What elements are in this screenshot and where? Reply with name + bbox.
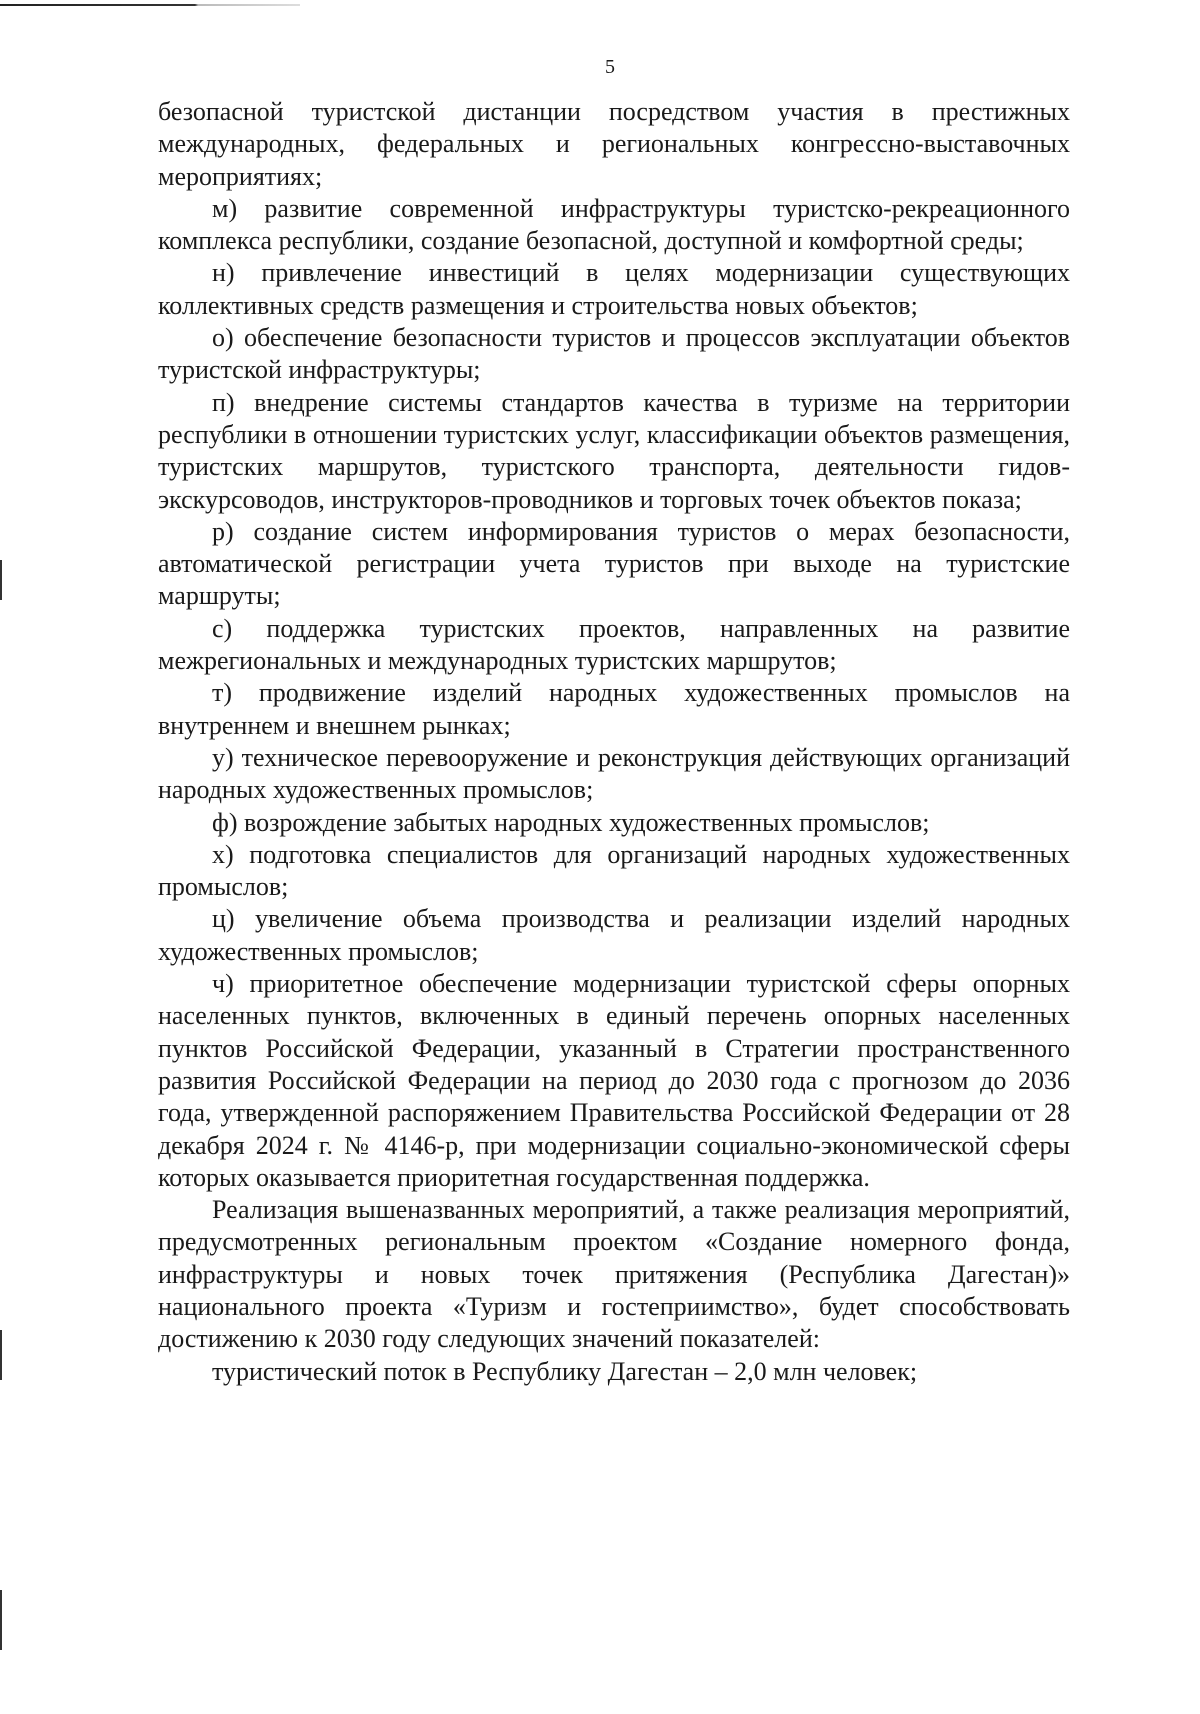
paragraph: т) продвижение изделий народных художественных промыслов на внутреннем и внешнем рынках; <box>158 678 1070 740</box>
paragraph: ц) увеличение объема производства и реализации изделий народных художественных промыслов; <box>158 904 1070 966</box>
paragraph: х) подготовка специалистов для организаций народных художественных промыслов; <box>158 839 1070 902</box>
scan-edge-mark <box>0 1330 2 1380</box>
paragraph: у) техническое перевооружение и реконструкция действующих организаций народных художественных промыслов; <box>158 742 1070 805</box>
paragraph: ф) возрождение забытых народных художественных промыслов; <box>212 807 930 837</box>
paragraph: ч) приоритетное обеспечение модернизации туристской сферы опорных населенных пунктов, включенных в единый перечень опорных населенных пунктов Российской Федерации, указанный в Стратегии пространственного развития Российской Федерации на период до 2030 года с прогнозом до 2036 года, утвержденной распоряжением Правительства Российской Федерации от 28 декабря 2024 г. № 4146-р, при модернизации социально-экономической сферы которых оказывается приоритетная государственная поддержка. <box>158 969 1070 1192</box>
paragraph: п) внедрение системы стандартов качества в туризме на территории республики в отношении туристских услуг, классификации объектов размещения, туристских маршрутов, туристского транспорта, деятельности гидов-экскурсоводов, инструкторов-проводников и торговых точек объектов показа; <box>158 387 1070 514</box>
paragraph: с) поддержка туристских проектов, направленных на развитие межрегиональных и международных туристских маршрутов; <box>158 613 1070 676</box>
paragraph: р) создание систем информирования туристов о мерах безопасности, автоматической регистрации учета туристов при выходе на туристские маршруты; <box>158 516 1070 611</box>
paragraph: м) развитие современной инфраструктуры туристско-рекреационного комплекса республики, создание безопасной, доступной и комфортной среды; <box>158 193 1070 256</box>
scan-edge-mark <box>0 1590 2 1650</box>
paragraph: безопасной туристской дистанции посредством участия в престижных международных, федеральных и региональных конгрессно-выставочных мероприятиях; <box>158 97 1070 191</box>
paragraph: Реализация вышеназванных мероприятий, а также реализация мероприятий, предусмотренных региональным проектом «Создание номерного фонда, инфраструктуры и новых точек притяжения (Республика Дагестан)» национального проекта «Туризм и гостеприимство», будет способствовать достижению к 2030 году следующих значений показателей: <box>158 1195 1070 1354</box>
page-number: 5 <box>605 56 615 78</box>
scan-edge-line <box>0 4 300 6</box>
document-body <box>158 96 1070 1388</box>
scan-edge-mark <box>0 560 2 600</box>
paragraph: н) привлечение инвестиций в целях модернизации существующих коллективных средств размещения и строительства новых объектов; <box>158 258 1070 320</box>
paragraph: о) обеспечение безопасности туристов и процессов эксплуатации объектов туристской инфраструктуры; <box>158 323 1070 385</box>
paragraph: туристический поток в Республику Дагестан – 2,0 млн человек; <box>212 1356 918 1386</box>
